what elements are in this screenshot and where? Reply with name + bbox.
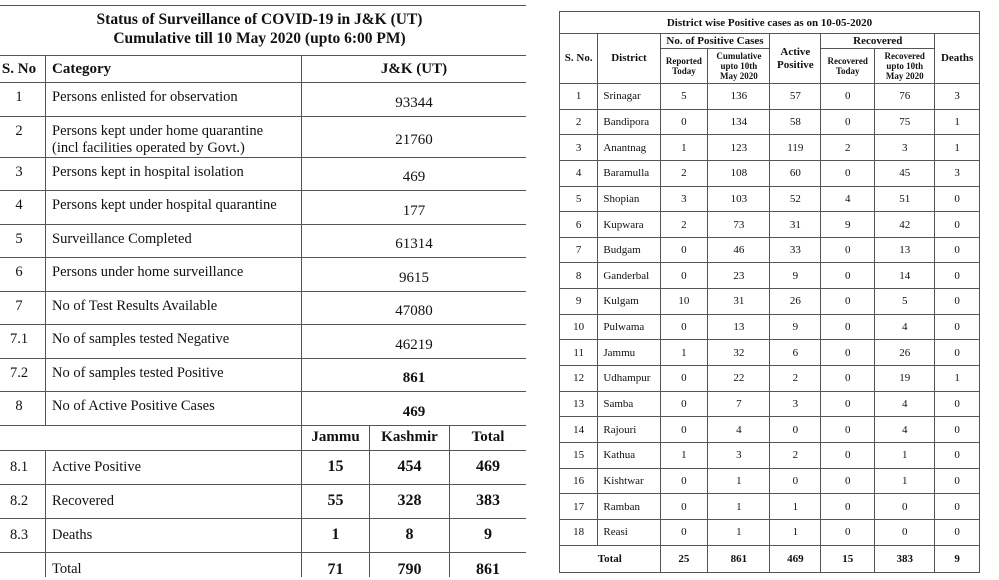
district-active-positive: 119: [770, 135, 821, 161]
district-deaths: 0: [935, 468, 980, 494]
header-sno: S. No.: [560, 34, 598, 84]
breakdown-row: [0, 518, 526, 552]
district-reported-today: 3: [660, 186, 708, 212]
district-sno: 7: [560, 237, 598, 263]
surveillance-row: [0, 191, 526, 225]
district-recovered-today: 0: [821, 314, 875, 340]
district-recovered-today: 0: [821, 263, 875, 289]
breakdown-jammu: 1: [302, 518, 370, 552]
district-recovered-today: 0: [821, 109, 875, 135]
district-recovered-today: 0: [821, 289, 875, 315]
header-active-line1: Active: [780, 45, 811, 58]
breakdown-jammu: 55: [302, 484, 370, 518]
district-sno: 11: [560, 340, 598, 366]
district-name: Shopian: [598, 186, 660, 212]
surveillance-row: [0, 392, 526, 426]
district-deaths: 0: [935, 340, 980, 366]
district-deaths: 0: [935, 263, 980, 289]
row-value: 61314: [302, 224, 527, 258]
district-sno: 5: [560, 186, 598, 212]
district-sno: 3: [560, 135, 598, 161]
district-name: Kupwara: [598, 212, 660, 238]
district-name: Rajouri: [598, 417, 660, 443]
district-recovered-cumulative: 1: [875, 468, 935, 494]
district-active-positive: 52: [770, 186, 821, 212]
header-active-line2: Positive: [777, 58, 814, 71]
breakdown-row: [0, 484, 526, 518]
district-active-positive: 33: [770, 237, 821, 263]
district-name: Bandipora: [598, 109, 660, 135]
header-jk-ut: J&K (UT): [302, 56, 527, 83]
district-total-active: 469: [770, 545, 821, 572]
breakdown-total: 383: [450, 484, 527, 518]
district-active-positive: 26: [770, 289, 821, 315]
district-recovered-today: 0: [821, 160, 875, 186]
district-row: [560, 391, 980, 417]
district-deaths: 1: [935, 366, 980, 392]
breakdown-kashmir: 454: [370, 450, 450, 484]
row-category-line1: No of Active Positive Cases: [52, 398, 215, 414]
row-value: 21760: [302, 116, 527, 157]
row-sno: 7: [0, 291, 46, 325]
district-row: [560, 186, 980, 212]
district-table-title: District wise Positive cases as on 10-05-2020: [560, 12, 980, 34]
district-recovered-cumulative: 1: [875, 442, 935, 468]
header-cumulative-line2: upto 10th: [720, 61, 758, 71]
district-deaths: 0: [935, 314, 980, 340]
district-deaths: 0: [935, 186, 980, 212]
district-name: Budgam: [598, 237, 660, 263]
district-total-deaths: 9: [935, 545, 980, 572]
district-cumulative: 3: [708, 442, 770, 468]
breakdown-total: 469: [450, 450, 527, 484]
row-category: [46, 325, 302, 359]
breakdown-sno: 8.2: [0, 484, 46, 518]
district-recovered-today: 2: [821, 135, 875, 161]
surveillance-row: [0, 358, 526, 392]
district-total-recovered-today: 15: [821, 545, 875, 572]
district-row: [560, 494, 980, 520]
district-recovered-today: 0: [821, 366, 875, 392]
row-sno: 6: [0, 258, 46, 292]
surveillance-status-table: [0, 5, 526, 577]
district-row: [560, 314, 980, 340]
breakdown-category: Recovered: [46, 484, 302, 518]
district-cumulative: 31: [708, 289, 770, 315]
district-recovered-today: 0: [821, 442, 875, 468]
district-cases-panel: [559, 11, 980, 575]
district-name: Kulgam: [598, 289, 660, 315]
breakdown-category: Active Positive: [46, 450, 302, 484]
surveillance-row: [0, 83, 526, 117]
surveillance-row: [0, 224, 526, 258]
district-cumulative: 123: [708, 135, 770, 161]
surveillance-row: [0, 157, 526, 191]
row-value: 47080: [302, 291, 527, 325]
district-row: [560, 417, 980, 443]
district-active-positive: 57: [770, 84, 821, 110]
district-active-positive: 1: [770, 494, 821, 520]
district-active-positive: 2: [770, 442, 821, 468]
district-row: [560, 160, 980, 186]
district-row: [560, 237, 980, 263]
district-active-positive: 6: [770, 340, 821, 366]
header-reported-today: [660, 49, 708, 84]
row-category-line1: No of samples tested Negative: [52, 331, 230, 347]
district-deaths: 0: [935, 519, 980, 545]
district-cumulative: 1: [708, 468, 770, 494]
district-recovered-today: 0: [821, 84, 875, 110]
surveillance-row: [0, 325, 526, 359]
district-sno: 12: [560, 366, 598, 392]
district-row: [560, 212, 980, 238]
district-active-positive: 9: [770, 263, 821, 289]
row-category-line1: Persons kept under hospital quarantine: [52, 197, 277, 213]
row-sno: 5: [0, 224, 46, 258]
district-cumulative: 73: [708, 212, 770, 238]
district-sno: 18: [560, 519, 598, 545]
district-deaths: 0: [935, 212, 980, 238]
district-reported-today: 1: [660, 340, 708, 366]
district-sno: 13: [560, 391, 598, 417]
header-recovered-cumulative: [875, 49, 935, 84]
district-cumulative: 108: [708, 160, 770, 186]
district-recovered-cumulative: 14: [875, 263, 935, 289]
district-cumulative: 7: [708, 391, 770, 417]
header-positive-group: No. of Positive Cases: [660, 34, 770, 49]
district-reported-today: 5: [660, 84, 708, 110]
district-sno: 9: [560, 289, 598, 315]
district-recovered-cumulative: 5: [875, 289, 935, 315]
district-row: [560, 263, 980, 289]
district-recovered-cumulative: 26: [875, 340, 935, 366]
district-reported-today: 2: [660, 212, 708, 238]
row-category: [46, 258, 302, 292]
row-value: 861: [302, 358, 527, 392]
row-category: [46, 157, 302, 191]
row-category: [46, 358, 302, 392]
header-rec-today-line1: Recovered: [827, 56, 868, 66]
district-sno: 8: [560, 263, 598, 289]
district-row: [560, 468, 980, 494]
district-active-positive: 1: [770, 519, 821, 545]
header-rec-cum-line1: Recovered: [884, 51, 925, 61]
district-recovered-cumulative: 19: [875, 366, 935, 392]
district-total-row: [560, 545, 980, 572]
district-row: [560, 340, 980, 366]
district-active-positive: 60: [770, 160, 821, 186]
district-recovered-cumulative: 3: [875, 135, 935, 161]
header-deaths: Deaths: [935, 34, 980, 84]
row-category-line2: (incl facilities operated by Govt.): [52, 139, 245, 156]
district-cumulative: 1: [708, 519, 770, 545]
district-deaths: 0: [935, 442, 980, 468]
total-kashmir: 790: [370, 552, 450, 577]
district-total-cumulative: 861: [708, 545, 770, 572]
header-rec-today-line2: Today: [835, 66, 860, 76]
surveillance-row: [0, 258, 526, 292]
header-cumulative-line3: May 2020: [719, 71, 758, 81]
district-deaths: 0: [935, 237, 980, 263]
district-deaths: 3: [935, 160, 980, 186]
district-active-positive: 9: [770, 314, 821, 340]
district-name: Pulwama: [598, 314, 660, 340]
district-sno: 10: [560, 314, 598, 340]
district-row: [560, 84, 980, 110]
row-category-line1: Persons kept under home quarantine: [52, 122, 264, 139]
district-cumulative: 22: [708, 366, 770, 392]
district-name: Kathua: [598, 442, 660, 468]
district-active-positive: 58: [770, 109, 821, 135]
district-cumulative: 13: [708, 314, 770, 340]
district-row: [560, 442, 980, 468]
district-active-positive: 0: [770, 468, 821, 494]
district-recovered-today: 4: [821, 186, 875, 212]
district-deaths: 0: [935, 289, 980, 315]
header-rec-cum-line2: upto 10th: [886, 61, 924, 71]
header-kashmir: Kashmir: [370, 425, 450, 450]
row-category-line1: No of samples tested Positive: [52, 364, 224, 381]
breakdown-category: Deaths: [46, 518, 302, 552]
district-recovered-today: 0: [821, 468, 875, 494]
row-category: [46, 116, 302, 157]
district-recovered-today: 0: [821, 237, 875, 263]
district-cumulative: 1: [708, 494, 770, 520]
district-recovered-cumulative: 42: [875, 212, 935, 238]
header-jammu: Jammu: [302, 425, 370, 450]
district-reported-today: 0: [660, 314, 708, 340]
district-recovered-cumulative: 4: [875, 391, 935, 417]
surveillance-status-panel: [0, 5, 526, 577]
district-recovered-cumulative: 0: [875, 519, 935, 545]
district-sno: 14: [560, 417, 598, 443]
breakdown-kashmir: 328: [370, 484, 450, 518]
row-category: [46, 224, 302, 258]
district-name: Jammu: [598, 340, 660, 366]
row-category-line1: No of Test Results Available: [52, 297, 218, 314]
breakdown-sno: 8.3: [0, 518, 46, 552]
district-row: [560, 109, 980, 135]
title-line-1: Status of Surveillance of COVID-19 in J&K (UT): [96, 11, 423, 28]
row-value: 469: [302, 392, 527, 426]
district-name: Srinagar: [598, 84, 660, 110]
district-deaths: 1: [935, 109, 980, 135]
header-category: Category: [46, 56, 302, 83]
header-recovered-today: [821, 49, 875, 84]
district-total-recovered-cumulative: 383: [875, 545, 935, 572]
surveillance-row: [0, 291, 526, 325]
header-active-positive: [770, 34, 821, 84]
row-category-line1: Surveillance Completed: [52, 230, 192, 247]
row-category: [46, 392, 302, 426]
district-cumulative: 136: [708, 84, 770, 110]
row-sno: 2: [0, 116, 46, 157]
district-recovered-today: 0: [821, 340, 875, 366]
district-total-label: Total: [560, 545, 661, 572]
row-sno: 3: [0, 157, 46, 191]
district-reported-today: 0: [660, 263, 708, 289]
district-sno: 2: [560, 109, 598, 135]
header-recovered-group: Recovered: [821, 34, 935, 49]
district-active-positive: 3: [770, 391, 821, 417]
row-sno: 4: [0, 191, 46, 225]
district-cumulative: 32: [708, 340, 770, 366]
district-reported-today: 1: [660, 135, 708, 161]
region-header-row: [0, 425, 526, 450]
district-recovered-today: 9: [821, 212, 875, 238]
district-recovered-today: 0: [821, 494, 875, 520]
district-reported-today: 0: [660, 417, 708, 443]
row-category-line1: Persons under home surveillance: [52, 264, 244, 280]
district-reported-today: 0: [660, 494, 708, 520]
district-name: Anantnag: [598, 135, 660, 161]
district-row: [560, 366, 980, 392]
district-reported-today: 0: [660, 391, 708, 417]
row-category: [46, 191, 302, 225]
header-cumulative: [708, 49, 770, 84]
district-total-reported: 25: [660, 545, 708, 572]
district-name: Reasi: [598, 519, 660, 545]
district-sno: 16: [560, 468, 598, 494]
district-row: [560, 289, 980, 315]
district-row: [560, 519, 980, 545]
district-sno: 6: [560, 212, 598, 238]
title-line-2: Cumulative till 10 May 2020 (upto 6:00 PM): [113, 30, 406, 47]
total-jammu: 71: [302, 552, 370, 577]
district-recovered-cumulative: 51: [875, 186, 935, 212]
district-recovered-cumulative: 75: [875, 109, 935, 135]
district-recovered-today: 0: [821, 391, 875, 417]
row-value: 177: [302, 191, 527, 225]
district-name: Ganderbal: [598, 263, 660, 289]
district-name: Udhampur: [598, 366, 660, 392]
district-active-positive: 2: [770, 366, 821, 392]
header-reported-line1: Reported: [665, 56, 702, 66]
district-sno: 1: [560, 84, 598, 110]
district-recovered-cumulative: 4: [875, 314, 935, 340]
district-name: Samba: [598, 391, 660, 417]
district-deaths: 0: [935, 417, 980, 443]
district-cumulative: 4: [708, 417, 770, 443]
total-row: [0, 552, 526, 577]
row-sno: 7.2: [0, 358, 46, 392]
breakdown-kashmir: 8: [370, 518, 450, 552]
district-cumulative: 103: [708, 186, 770, 212]
row-category-line1: Persons enlisted for observation: [52, 89, 238, 105]
district-cumulative: 134: [708, 109, 770, 135]
district-active-positive: 0: [770, 417, 821, 443]
district-active-positive: 31: [770, 212, 821, 238]
row-category-line1: Persons kept in hospital isolation: [52, 163, 244, 180]
row-value: 9615: [302, 258, 527, 292]
row-value: 93344: [302, 83, 527, 117]
row-value: 469: [302, 157, 527, 191]
district-reported-today: 0: [660, 519, 708, 545]
header-row: [0, 56, 526, 83]
district-sno: 15: [560, 442, 598, 468]
district-cases-table: [559, 11, 980, 573]
district-reported-today: 0: [660, 366, 708, 392]
header-district: District: [598, 34, 660, 84]
district-reported-today: 0: [660, 237, 708, 263]
header-cumulative-line1: Cumulative: [716, 51, 762, 61]
row-sno: 7.1: [0, 325, 46, 359]
district-deaths: 0: [935, 494, 980, 520]
district-recovered-cumulative: 45: [875, 160, 935, 186]
district-name: Baramulla: [598, 160, 660, 186]
breakdown-jammu: 15: [302, 450, 370, 484]
district-sno: 4: [560, 160, 598, 186]
row-value: 46219: [302, 325, 527, 359]
district-recovered-cumulative: 76: [875, 84, 935, 110]
district-name: Kishtwar: [598, 468, 660, 494]
district-recovered-today: 0: [821, 519, 875, 545]
district-deaths: 0: [935, 391, 980, 417]
district-row: [560, 135, 980, 161]
row-sno: 1: [0, 83, 46, 117]
district-cumulative: 23: [708, 263, 770, 289]
total-total: 861: [450, 552, 527, 577]
header-total: Total: [450, 425, 527, 450]
surveillance-row: [0, 116, 526, 157]
district-recovered-today: 0: [821, 417, 875, 443]
header-rec-cum-line3: May 2020: [885, 71, 924, 81]
district-cumulative: 46: [708, 237, 770, 263]
district-recovered-cumulative: 0: [875, 494, 935, 520]
district-reported-today: 0: [660, 109, 708, 135]
district-sno: 17: [560, 494, 598, 520]
district-reported-today: 10: [660, 289, 708, 315]
row-category: [46, 291, 302, 325]
district-deaths: 1: [935, 135, 980, 161]
breakdown-sno: 8.1: [0, 450, 46, 484]
row-sno: 8: [0, 392, 46, 426]
district-reported-today: 2: [660, 160, 708, 186]
header-reported-line2: Today: [672, 66, 696, 76]
district-reported-today: 0: [660, 468, 708, 494]
total-label: Total: [46, 552, 302, 577]
surveillance-table-title: [0, 6, 526, 56]
breakdown-row: [0, 450, 526, 484]
row-category: [46, 83, 302, 117]
breakdown-total: 9: [450, 518, 527, 552]
district-name: Ramban: [598, 494, 660, 520]
district-recovered-cumulative: 4: [875, 417, 935, 443]
district-reported-today: 1: [660, 442, 708, 468]
district-deaths: 3: [935, 84, 980, 110]
header-sno: S. No: [0, 56, 46, 83]
district-recovered-cumulative: 13: [875, 237, 935, 263]
